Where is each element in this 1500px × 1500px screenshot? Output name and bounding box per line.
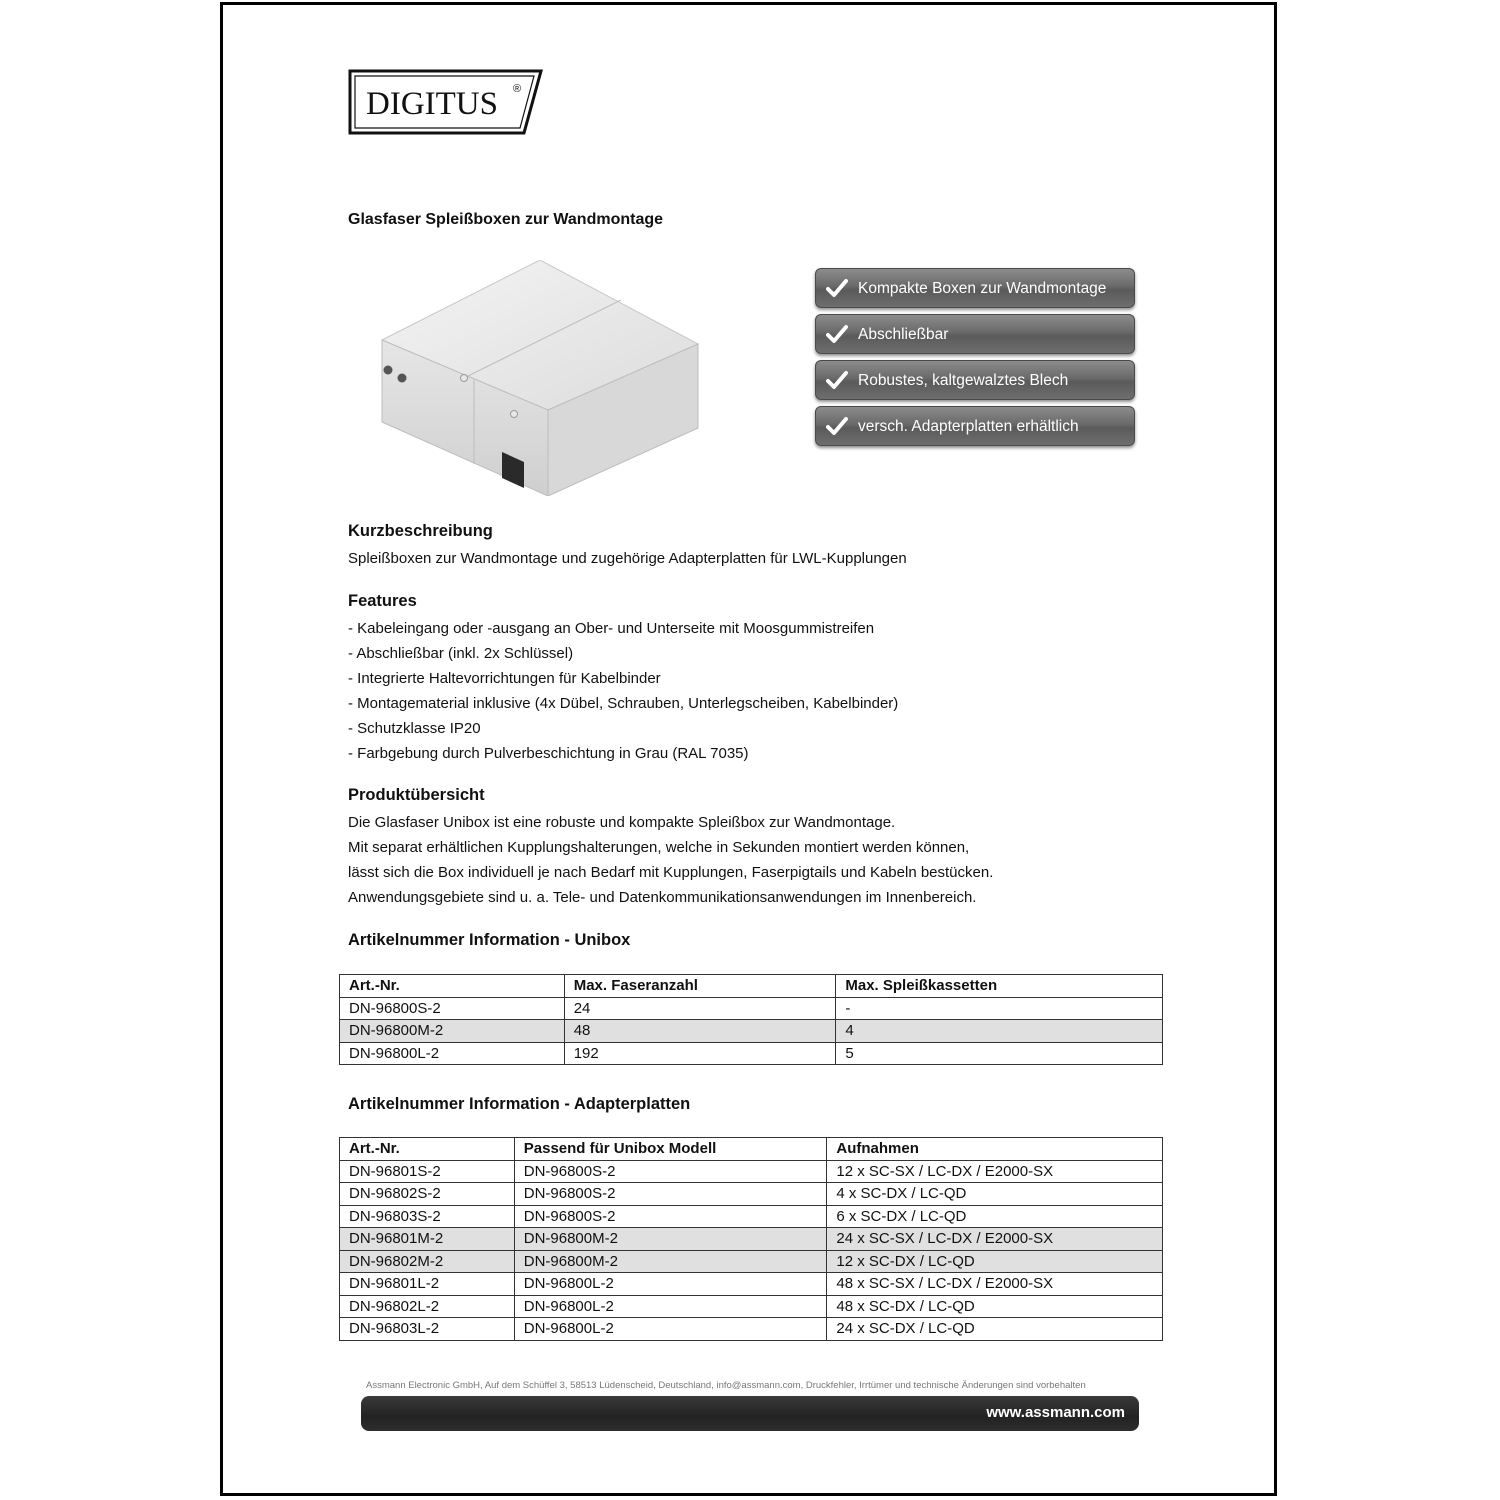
footer-legal-note: Assmann Electronic GmbH, Auf dem Schüffel 3, 58513 Lüdenscheid, Deutschland, info@assmann.com, Druckfehler, Irrtümer und technische Änderungen sind vorbehalten	[366, 1380, 1086, 1391]
table-cell: DN-96800S-2	[514, 1183, 827, 1206]
table-cell: DN-96801M-2	[340, 1228, 515, 1251]
logo-brand: DIGITUS	[366, 86, 498, 122]
table-cell: DN-96800S-2	[340, 997, 565, 1020]
table-cell: 12 x SC-DX / LC-QD	[827, 1250, 1163, 1273]
column-header: Passend für Unibox Modell	[514, 1138, 827, 1161]
produktuebersicht-heading: Produktübersicht	[348, 786, 485, 804]
unibox-table-heading: Artikelnummer Information - Unibox	[348, 931, 631, 949]
table-cell: DN-96800L-2	[514, 1295, 827, 1318]
table-row	[340, 1042, 1163, 1065]
footer-bar	[361, 1396, 1139, 1431]
table-cell: DN-96800S-2	[514, 1205, 827, 1228]
table-row	[340, 1160, 1163, 1183]
table-cell: 192	[564, 1042, 836, 1065]
table-cell: 24	[564, 997, 836, 1020]
checkmark-icon	[826, 415, 848, 437]
produktuebersicht-text	[348, 810, 993, 910]
feature-pill	[815, 268, 1135, 308]
adapter-table-heading: Artikelnummer Information - Adapterplatten	[348, 1095, 691, 1113]
table-cell: DN-96800M-2	[514, 1250, 827, 1273]
table-row	[340, 1295, 1163, 1318]
table-cell: DN-96800M-2	[340, 1020, 565, 1043]
paragraph-line: Die Glasfaser Unibox ist eine robuste und kompakte Spleißbox zur Wandmontage.	[348, 814, 896, 831]
feature-pill	[815, 406, 1135, 446]
table-row	[340, 1273, 1163, 1296]
feature-pill-label: Kompakte Boxen zur Wandmontage	[858, 280, 1107, 297]
table-cell: 48 x SC-SX / LC-DX / E2000-SX	[827, 1273, 1163, 1296]
paragraph-line: Mit separat erhältlichen Kupplungshalterungen, welche in Sekunden montiert werden können,	[348, 839, 970, 856]
table-cell: -	[836, 997, 1163, 1020]
table-cell: DN-96800L-2	[514, 1318, 827, 1341]
column-header: Art.-Nr.	[340, 975, 565, 998]
adapter-table	[339, 1137, 1163, 1341]
table-cell: 6 x SC-DX / LC-QD	[827, 1205, 1163, 1228]
table-row	[340, 1020, 1163, 1043]
table-cell: 48 x SC-DX / LC-QD	[827, 1295, 1163, 1318]
table-cell: 5	[836, 1042, 1163, 1065]
list-item: - Montagematerial inklusive (4x Dübel, Schrauben, Unterlegscheiben, Kabelbinder)	[348, 695, 899, 712]
list-item: - Farbgebung durch Pulverbeschichtung in Grau (RAL 7035)	[348, 745, 749, 762]
table-row	[340, 1318, 1163, 1341]
table-cell: DN-96800M-2	[514, 1228, 827, 1251]
column-header: Art.-Nr.	[340, 1138, 515, 1161]
paragraph-line: Anwendungsgebiete sind u. a. Tele- und Datenkommunikationsanwendungen im Innenbereich.	[348, 889, 977, 906]
footer-url[interactable]: www.assmann.com	[986, 1404, 1125, 1421]
feature-pill-list	[815, 268, 1135, 452]
table-cell: 48	[564, 1020, 836, 1043]
table-cell: DN-96802L-2	[340, 1295, 515, 1318]
column-header: Max. Spleißkassetten	[836, 975, 1163, 998]
list-item: - Kabeleingang oder -ausgang an Ober- und Unterseite mit Moosgummistreifen	[348, 620, 875, 637]
table-row	[340, 1228, 1163, 1251]
list-item: - Abschließbar (inkl. 2x Schlüssel)	[348, 645, 574, 662]
table-cell: 4 x SC-DX / LC-QD	[827, 1183, 1163, 1206]
table-row	[340, 997, 1163, 1020]
column-header: Max. Faseranzahl	[564, 975, 836, 998]
table-cell: 4	[836, 1020, 1163, 1043]
table-cell: 12 x SC-SX / LC-DX / E2000-SX	[827, 1160, 1163, 1183]
table-cell: DN-96803L-2	[340, 1318, 515, 1341]
table-header-row	[340, 975, 1163, 998]
unibox-table	[339, 974, 1163, 1065]
kurzbeschreibung-line: Spleißboxen zur Wandmontage und zugehörige Adapterplatten für LWL-Kupplungen	[348, 550, 907, 567]
feature-pill-label: Abschließbar	[858, 326, 949, 343]
feature-pill	[815, 314, 1135, 354]
list-item: - Integrierte Haltevorrichtungen für Kabelbinder	[348, 670, 661, 687]
table-row	[340, 1183, 1163, 1206]
kurzbeschreibung-text	[348, 546, 907, 571]
table-cell: DN-96800L-2	[514, 1273, 827, 1296]
paragraph-line: lässt sich die Box individuell je nach Bedarf mit Kupplungen, Faserpigtails und Kabeln bestücken.	[348, 864, 994, 881]
feature-pill-label: versch. Adapterplatten erhältlich	[858, 418, 1079, 435]
feature-pill-label: Robustes, kaltgewalztes Blech	[858, 372, 1069, 389]
table-cell: DN-96800S-2	[514, 1160, 827, 1183]
table-cell: DN-96802S-2	[340, 1183, 515, 1206]
digitus-logo	[348, 68, 543, 136]
features-list	[348, 616, 898, 766]
table-cell: DN-96802M-2	[340, 1250, 515, 1273]
table-row	[340, 1250, 1163, 1273]
table-header-row	[340, 1138, 1163, 1161]
table-cell: DN-96803S-2	[340, 1205, 515, 1228]
table-cell: DN-96800L-2	[340, 1042, 565, 1065]
page-title: Glasfaser Spleißboxen zur Wandmontage	[348, 211, 664, 228]
splice-box-image	[378, 260, 718, 496]
logo-registered: ®	[513, 83, 522, 95]
checkmark-icon	[826, 277, 848, 299]
table-cell: 24 x SC-DX / LC-QD	[827, 1318, 1163, 1341]
list-item: - Schutzklasse IP20	[348, 720, 481, 737]
table-cell: DN-96801L-2	[340, 1273, 515, 1296]
features-heading: Features	[348, 592, 417, 610]
checkmark-icon	[826, 369, 848, 391]
column-header: Aufnahmen	[827, 1138, 1163, 1161]
table-cell: DN-96801S-2	[340, 1160, 515, 1183]
feature-pill	[815, 360, 1135, 400]
kurzbeschreibung-heading: Kurzbeschreibung	[348, 522, 493, 540]
table-row	[340, 1205, 1163, 1228]
table-cell: 24 x SC-SX / LC-DX / E2000-SX	[827, 1228, 1163, 1251]
checkmark-icon	[826, 323, 848, 345]
